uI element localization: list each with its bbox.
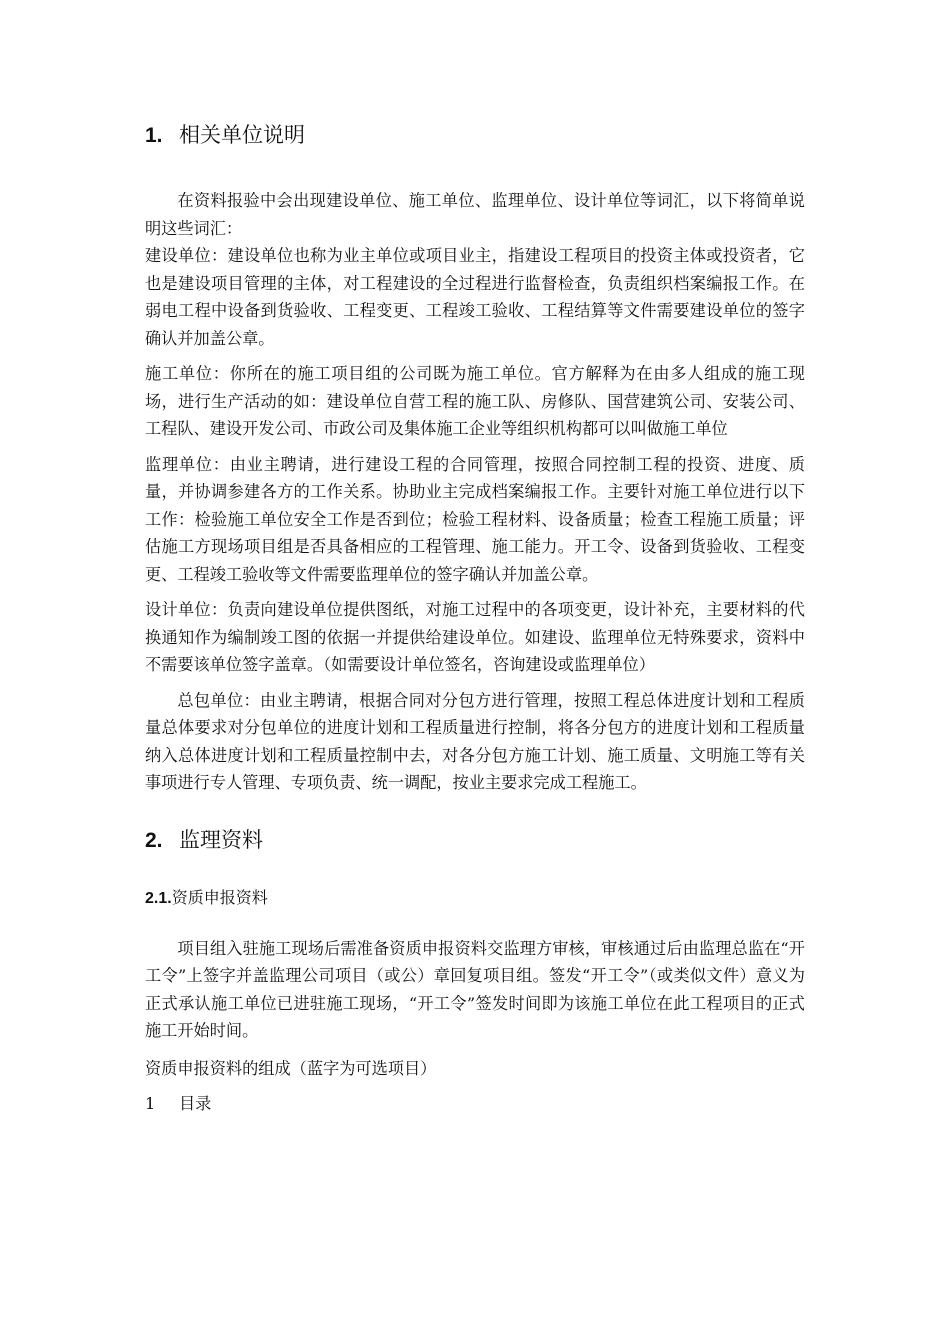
section-2-title: 监理资料 xyxy=(179,827,263,852)
section-1-heading xyxy=(145,118,805,153)
section-2-number: 2. xyxy=(145,828,163,852)
section-1-intro: 在资料报验中会出现建设单位、施工单位、监理单位、设计单位等词汇，以下将简单说明这些词汇： xyxy=(145,191,805,238)
composition-caption: 资质申报资料的组成（蓝字为可选项目） xyxy=(145,1058,437,1078)
paragraph-zongbao-danwei: 总包单位：由业主聘请，根据合同对分包方进行管理，按照工程总体进度计划和工程质量总体要求对分包单位的进度计划和工程质量进行控制，将各分包方的进度计划和工程质量纳入总体进度计划和工程质量控制中去，对各分包方施工计划、施工质量、文明施工等有关事项进行专人管理、专项负责、统一调配，按业主要求完成工程施工。 xyxy=(145,690,805,792)
section-1-number: 1. xyxy=(145,124,163,147)
document-body xyxy=(145,118,805,1118)
section-2-heading xyxy=(145,823,805,858)
section-2-1-number: 2.1. xyxy=(145,889,172,907)
paragraph-sheji-danwei: 设计单位：负责向建设单位提供图纸，对施工过程中的各项变更，设计补充，主要材料的代换通知作为编制竣工图的依据一并提供给建设单位。如建设、监理单位无特殊要求，资料中不需要该单位签字盖章。（如需要设计单位签名，咨询建设或监理单位） xyxy=(145,600,805,674)
section-2-1-title: 资质申报资料 xyxy=(171,887,268,907)
list-item-number: 1 xyxy=(145,1094,156,1113)
paragraph-shigong-danwei: 施工单位：你所在的施工项目组的公司既为施工单位。官方解释为在由多人组成的施工现场，进行生产活动的如：建设单位自营工程的施工队、房修队、国营建筑公司、安装公司、工程队、建设开发公司、市政公司及集体施工企业等组织机构都可以叫做施工单位 xyxy=(145,364,805,438)
section-1-title: 相关单位说明 xyxy=(179,123,305,147)
paragraph-jianli-danwei: 监理单位：由业主聘请，进行建设工程的合同管理，按照合同控制工程的投资、进度、质量，并协调参建各方的工作关系。协助业主完成档案编报工作。主要针对施工单位进行以下工作：检验施工单位安全工作是否到位；检验工程材料、设备质量；检查工程施工质量；评估施工方现场项目组是否具备相应的工程管理、施工能力。开工令、设备到货验收、工程变更、工程竣工验收等文件需要监理单位的签字确认并加盖公章。 xyxy=(145,454,805,584)
list-item-text: 目录 xyxy=(179,1094,212,1113)
section-2-1-paragraph: 项目组入驻施工现场后需准备资质申报资料交监理方审核，审核通过后由监理总监在“开工令”上签字并盖监理公司项目（或公）章回复项目组。签发“开工令”（或类似文件）意义为正式承认施工单位已进驻施工现场，“开工令”签发时间即为该施工单位在此工程项目的正式施工开始时间。 xyxy=(145,938,805,1040)
section-2-1-heading xyxy=(145,884,805,913)
list-item xyxy=(145,1090,805,1118)
paragraph-jianshe-danwei: 建设单位：建设单位也称为业主单位或项目业主，指建设工程项目的投资主体或投资者，它也是建设项目管理的主体，对工程建设的全过程进行监督检查，负责组织档案编报工作。在弱电工程中设备到货验收、工程变更、工程竣工验收、工程结算等文件需要建设单位的签字确认并加盖公章。 xyxy=(145,246,805,348)
